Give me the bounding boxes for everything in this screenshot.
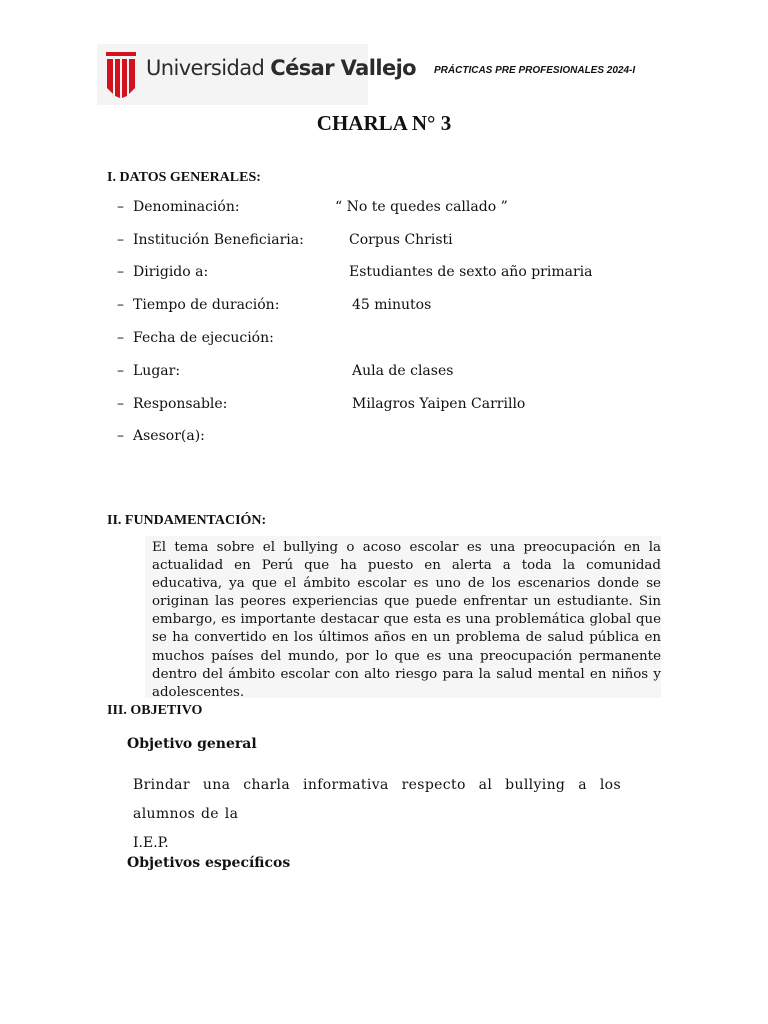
- bullet-dash: –: [117, 396, 124, 412]
- section-heading-objetivo: III. OBJETIVO: [107, 703, 203, 718]
- datos-label: Dirigido a:: [133, 264, 209, 280]
- datos-label: Lugar:: [133, 363, 181, 379]
- datos-label: Fecha de ejecución:: [133, 330, 274, 346]
- university-logo: [97, 44, 417, 105]
- bullet-dash: –: [117, 363, 124, 379]
- datos-label: Responsable:: [133, 396, 228, 412]
- objetivos-especificos-heading: Objetivos específicos: [127, 855, 291, 871]
- objetivo-general-text: [133, 771, 621, 858]
- bullet-dash: –: [117, 199, 124, 215]
- datos-label: Tiempo de duración:: [133, 297, 280, 313]
- bullet-dash: –: [117, 428, 124, 444]
- datos-value: Milagros Yaipen Carrillo: [352, 396, 526, 412]
- datos-value: 45 minutos: [352, 297, 432, 313]
- objetivo-general-heading: Objetivo general: [127, 736, 257, 752]
- datos-label: Institución Beneficiaria:: [133, 232, 304, 248]
- bullet-dash: –: [117, 232, 124, 248]
- objetivo-general-line: I.E.P.: [133, 835, 169, 851]
- section-heading-fundamentacion: II. FUNDAMENTACIÓN:: [107, 513, 267, 528]
- objetivo-general-line: Brindar una charla informativa respecto al bullying a los alumnos de la: [133, 777, 621, 822]
- datos-value: Aula de clases: [352, 363, 454, 379]
- datos-label: Denominación:: [133, 199, 240, 215]
- fundamentacion-paragraph: El tema sobre el bullying o acoso escolar es una preocupación en la actualidad en Perú que ha puesto en alerta a toda la comunidad educativa, ya que el ámbito escolar es uno de los escenarios donde se originan las peores experiencias que puede enfrentar un estudiante. Sin embargo, es importante destacar que esta es una problemática global que se ha convertido en los últimos años en un problema de salud pública en muchos países del mundo, por lo que es una preocupación permanente dentro del ámbito escolar con alto riesgo para la salud mental en niños y adolescentes.: [152, 540, 661, 700]
- bullet-dash: –: [117, 264, 124, 280]
- header-program-label: PRÁCTICAS PRE PROFESIONALES 2024-I: [434, 65, 636, 76]
- section-heading-datos-generales: I. DATOS GENERALES:: [107, 170, 261, 185]
- datos-value: Corpus Christi: [349, 232, 453, 248]
- bullet-dash: –: [117, 297, 124, 313]
- datos-value: Estudiantes de sexto año primaria: [349, 264, 593, 280]
- datos-value: “ No te quedes callado ”: [335, 199, 508, 215]
- datos-label: Asesor(a):: [133, 428, 205, 444]
- bullet-dash: –: [117, 330, 124, 346]
- university-name: Universidad César Vallejo: [146, 56, 417, 80]
- page-title: CHARLA N° 3: [316, 111, 452, 135]
- university-shield-icon: [105, 50, 137, 100]
